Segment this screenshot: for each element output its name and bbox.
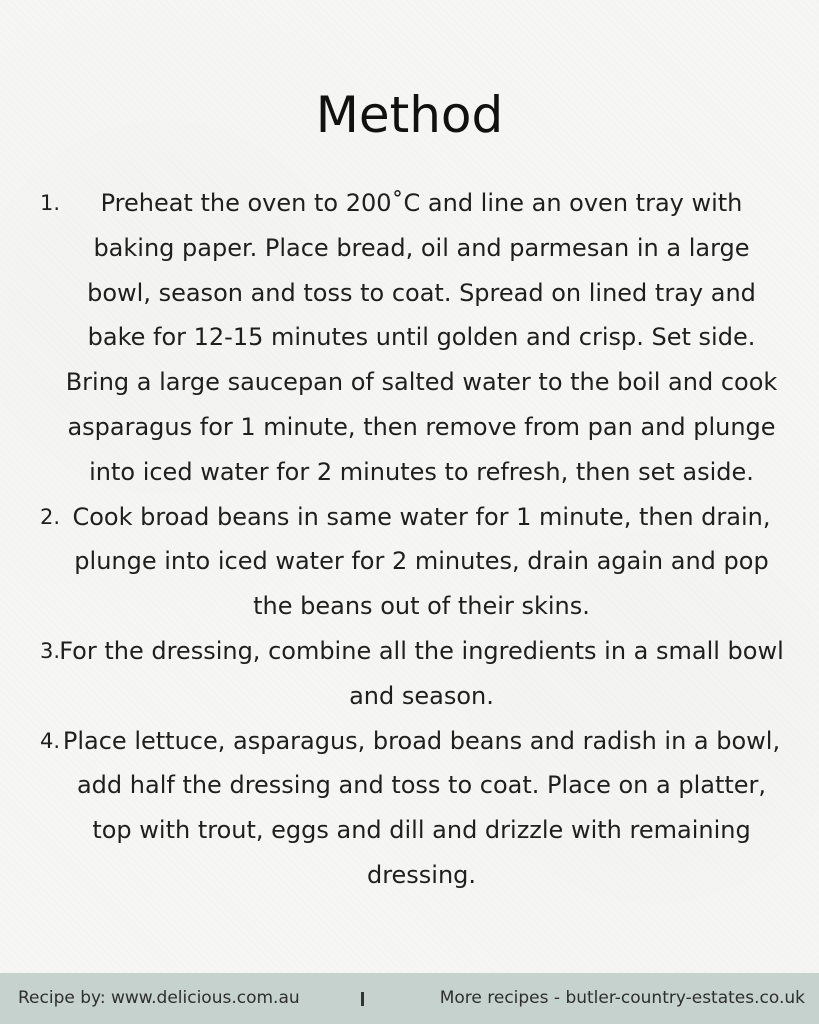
method-step-4 xyxy=(40,719,785,898)
step-text: For the dressing, combine all the ingredients in a small bowl and season. xyxy=(59,636,784,710)
step-text: Cook broad beans in same water for 1 minute, then drain, plunge into iced water for 2 minutes, drain again and pop the beans out of their skins. xyxy=(72,502,771,621)
step-text: Preheat the oven to 200˚C and line an oven tray with baking paper. Place bread, oil and parmesan in a large bowl, season and toss to coat. Spread on lined tray and bake for 12-15 minutes until golden and crisp. Set side. Bring a large saucepan of salted water to the boil and cook asparagus for 1 minute, then remove from pan and plunge into iced water for 2 minutes to refresh, then set aside. xyxy=(65,189,778,486)
footer-bar xyxy=(0,973,819,1024)
page-title: Method xyxy=(315,86,504,144)
recipe-source-credit: Recipe by: www.delicious.com.au xyxy=(18,988,300,1008)
step-text: Place lettuce, asparagus, broad beans and radish in a bowl, add half the dressing and toss to coat. Place on a platter, top with trout, eggs and dill and drizzle with remaining dressing. xyxy=(62,726,781,889)
step-number: 3. xyxy=(40,638,61,663)
method-steps-list xyxy=(40,181,785,898)
step-number: 2. xyxy=(40,504,61,529)
step-number: 1. xyxy=(40,191,61,215)
method-step-2 xyxy=(40,495,785,629)
method-step-3 xyxy=(40,629,785,719)
method-step-1 xyxy=(40,181,785,495)
more-recipes-credit: More recipes - butler-country-estates.co.uk xyxy=(439,988,805,1008)
footer-divider xyxy=(361,992,364,1006)
step-number: 4. xyxy=(40,728,61,753)
